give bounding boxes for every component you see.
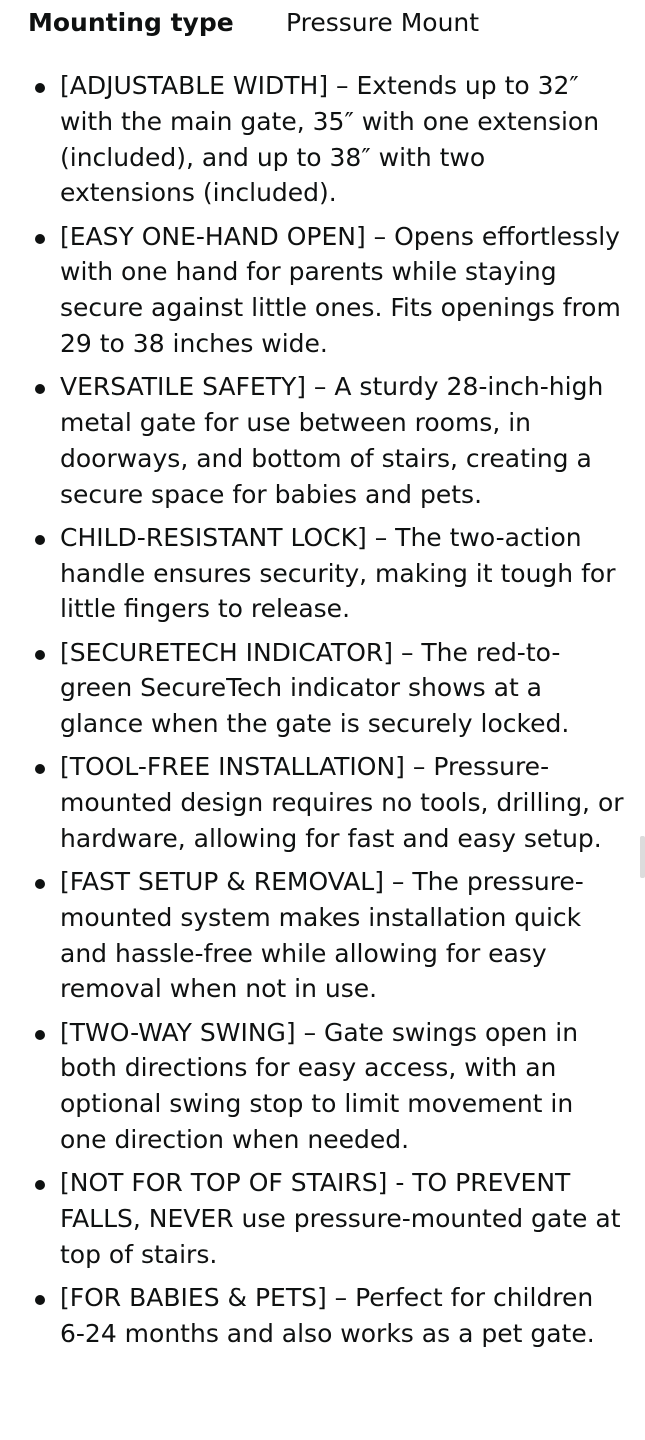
bullet-dot-icon [35, 1180, 45, 1190]
feature-bullet [0, 1165, 645, 1272]
bullet-dot-icon [35, 535, 45, 545]
spec-label: Mounting type [28, 7, 234, 37]
feature-bullet-text: [TWO-WAY SWING] – Gate swings open in both directions for easy access, with an optional swing stop to limit movement in one direction when needed. [60, 1017, 579, 1155]
bullet-dot-icon [35, 650, 45, 660]
feature-bullet [0, 749, 645, 856]
feature-bullet-text: [EASY ONE-HAND OPEN] – Opens effortlessly with one hand for parents while staying secure against little ones. Fits openings from 29 to 38 inches wide. [60, 221, 621, 358]
feature-bullet-text: CHILD-RESISTANT LOCK] – The two-action handle ensures security, making it tough for little fingers to release. [60, 522, 616, 624]
feature-bullet [0, 1015, 645, 1158]
feature-bullet [0, 1280, 645, 1352]
spec-value: Pressure Mount [286, 7, 480, 37]
feature-bullet-text: [NOT FOR TOP OF STAIRS] - TO PREVENT FALLS, NEVER use pressure-mounted gate at top of stairs. [60, 1168, 621, 1269]
scrollbar-thumb[interactable] [640, 836, 645, 878]
feature-bullet [0, 219, 645, 362]
feature-bullet [0, 369, 645, 512]
feature-bullet-list [0, 68, 645, 1359]
feature-bullet-text: [FOR BABIES & PETS] – Perfect for children 6-24 months and also works as a pet gate. [60, 1283, 595, 1348]
feature-bullet-text: [ADJUSTABLE WIDTH] – Extends up to 32″ with the main gate, 35″ with one extension (included), and up to 38″ with two extensions (included). [60, 71, 600, 208]
bullet-dot-icon [35, 1030, 45, 1040]
feature-bullet [0, 864, 645, 1007]
feature-bullet-text: [TOOL-FREE INSTALLATION] – Pressure-mounted design requires no tools, drilling, or hardware, allowing for fast and easy setup. [60, 752, 624, 853]
bullet-dot-icon [35, 83, 45, 93]
feature-bullet [0, 635, 645, 742]
spec-row-mounting-type [28, 4, 479, 40]
bullet-dot-icon [35, 384, 45, 394]
feature-bullet-text: [SECURETECH INDICATOR] – The red-to-green SecureTech indicator shows at a glance when the gate is securely locked. [60, 637, 570, 739]
bullet-dot-icon [35, 764, 45, 774]
bullet-dot-icon [35, 1295, 45, 1305]
feature-bullet [0, 520, 645, 627]
feature-bullet-text: VERSATILE SAFETY] – A sturdy 28-inch-high metal gate for use between rooms, in doorways, and bottom of stairs, creating a secure space for babies and pets. [60, 372, 604, 509]
feature-bullet-text: [FAST SETUP & REMOVAL] – The pressure-mounted system makes installation quick and hassle-free while allowing for easy removal when not in use. [60, 867, 584, 1004]
feature-bullet [0, 68, 645, 211]
bullet-dot-icon [35, 234, 45, 244]
bullet-dot-icon [35, 879, 45, 889]
